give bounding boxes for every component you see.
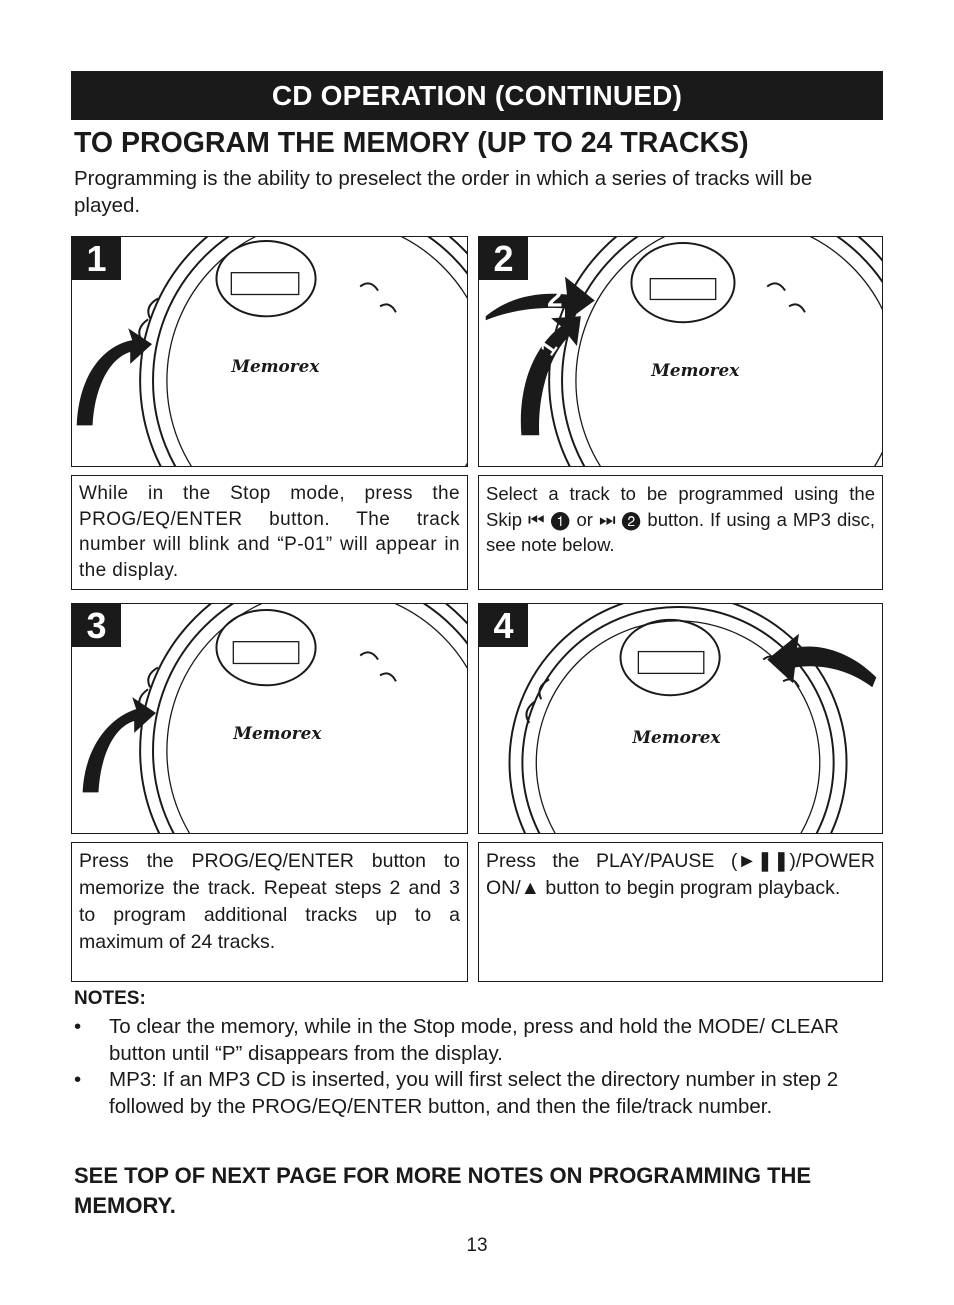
step-1-illustration xyxy=(71,236,468,467)
footer-note: SEE TOP OF NEXT PAGE FOR MORE NOTES ON PROGRAMMING THE MEMORY. xyxy=(74,1163,812,1218)
step-2-illustration xyxy=(478,236,883,467)
curved-arrow-icon xyxy=(486,277,595,323)
step-1-badge: 1 xyxy=(72,237,121,280)
intro-paragraph: Programming is the ability to preselect the order in which a series of tracks will be played. xyxy=(74,167,813,217)
step-4-caption: Press the PLAY/PAUSE (►❚❚)/POWER ON/▲ button to begin program playback. xyxy=(478,842,883,982)
brand-logo: Memorex xyxy=(632,726,721,747)
arrow-label-2: 2 xyxy=(547,281,563,313)
step-2-caption: Select a track to be programmed using the Skip ⏮ ❶ or ⏭ ❷ button. If using a MP3 disc, see note below. xyxy=(478,475,883,590)
step-3-caption: Press the PROG/EQ/ENTER button to memorize the track. Repeat steps 2 and 3 to program additional tracks up to a maximum of 24 tracks. xyxy=(71,842,468,982)
note-text: To clear the memory, while in the Stop mode, press and hold the MODE/ CLEAR button until “P” disappears from the display. xyxy=(109,1015,839,1065)
cd-player-illustration xyxy=(479,604,882,833)
step-3-illustration xyxy=(71,603,468,834)
curved-arrow-icon xyxy=(767,634,876,688)
step-2-badge: 2 xyxy=(479,237,528,280)
cd-player-illustration xyxy=(72,604,467,833)
page-heading: TO PROGRAM THE MEMORY (UP TO 24 TRACKS) xyxy=(74,127,749,159)
brand-logo: Memorex xyxy=(233,722,322,743)
page-number: 13 xyxy=(466,1235,488,1256)
notes-title: NOTES: xyxy=(74,988,146,1009)
cd-player-illustration xyxy=(72,237,467,466)
notes-list xyxy=(74,1014,864,1120)
bullet: • xyxy=(74,1015,82,1038)
cd-player-illustration xyxy=(479,237,882,466)
brand-logo: Memorex xyxy=(231,355,320,376)
step-4-badge: 4 xyxy=(479,604,528,647)
section-banner: CD OPERATION (CONTINUED) xyxy=(71,71,883,120)
list-item xyxy=(74,1014,864,1067)
bullet: • xyxy=(74,1068,82,1091)
step-3-badge: 3 xyxy=(72,604,121,647)
note-text: MP3: If an MP3 CD is inserted, you will first select the directory number in step 2 followed by the PROG/EQ/ENTER button, and then the file/track number. xyxy=(109,1068,839,1118)
arrow-label-1: 1 xyxy=(534,335,563,360)
curved-arrow-icon xyxy=(83,697,156,792)
curved-arrow-icon xyxy=(521,316,581,435)
step-4-illustration xyxy=(478,603,883,834)
brand-logo: Memorex xyxy=(651,359,740,380)
list-item xyxy=(74,1067,864,1120)
step-1-caption: While in the Stop mode, press the PROG/EQ/ENTER button. The track number will blink and “P-01” will appear in the display. xyxy=(71,475,468,590)
